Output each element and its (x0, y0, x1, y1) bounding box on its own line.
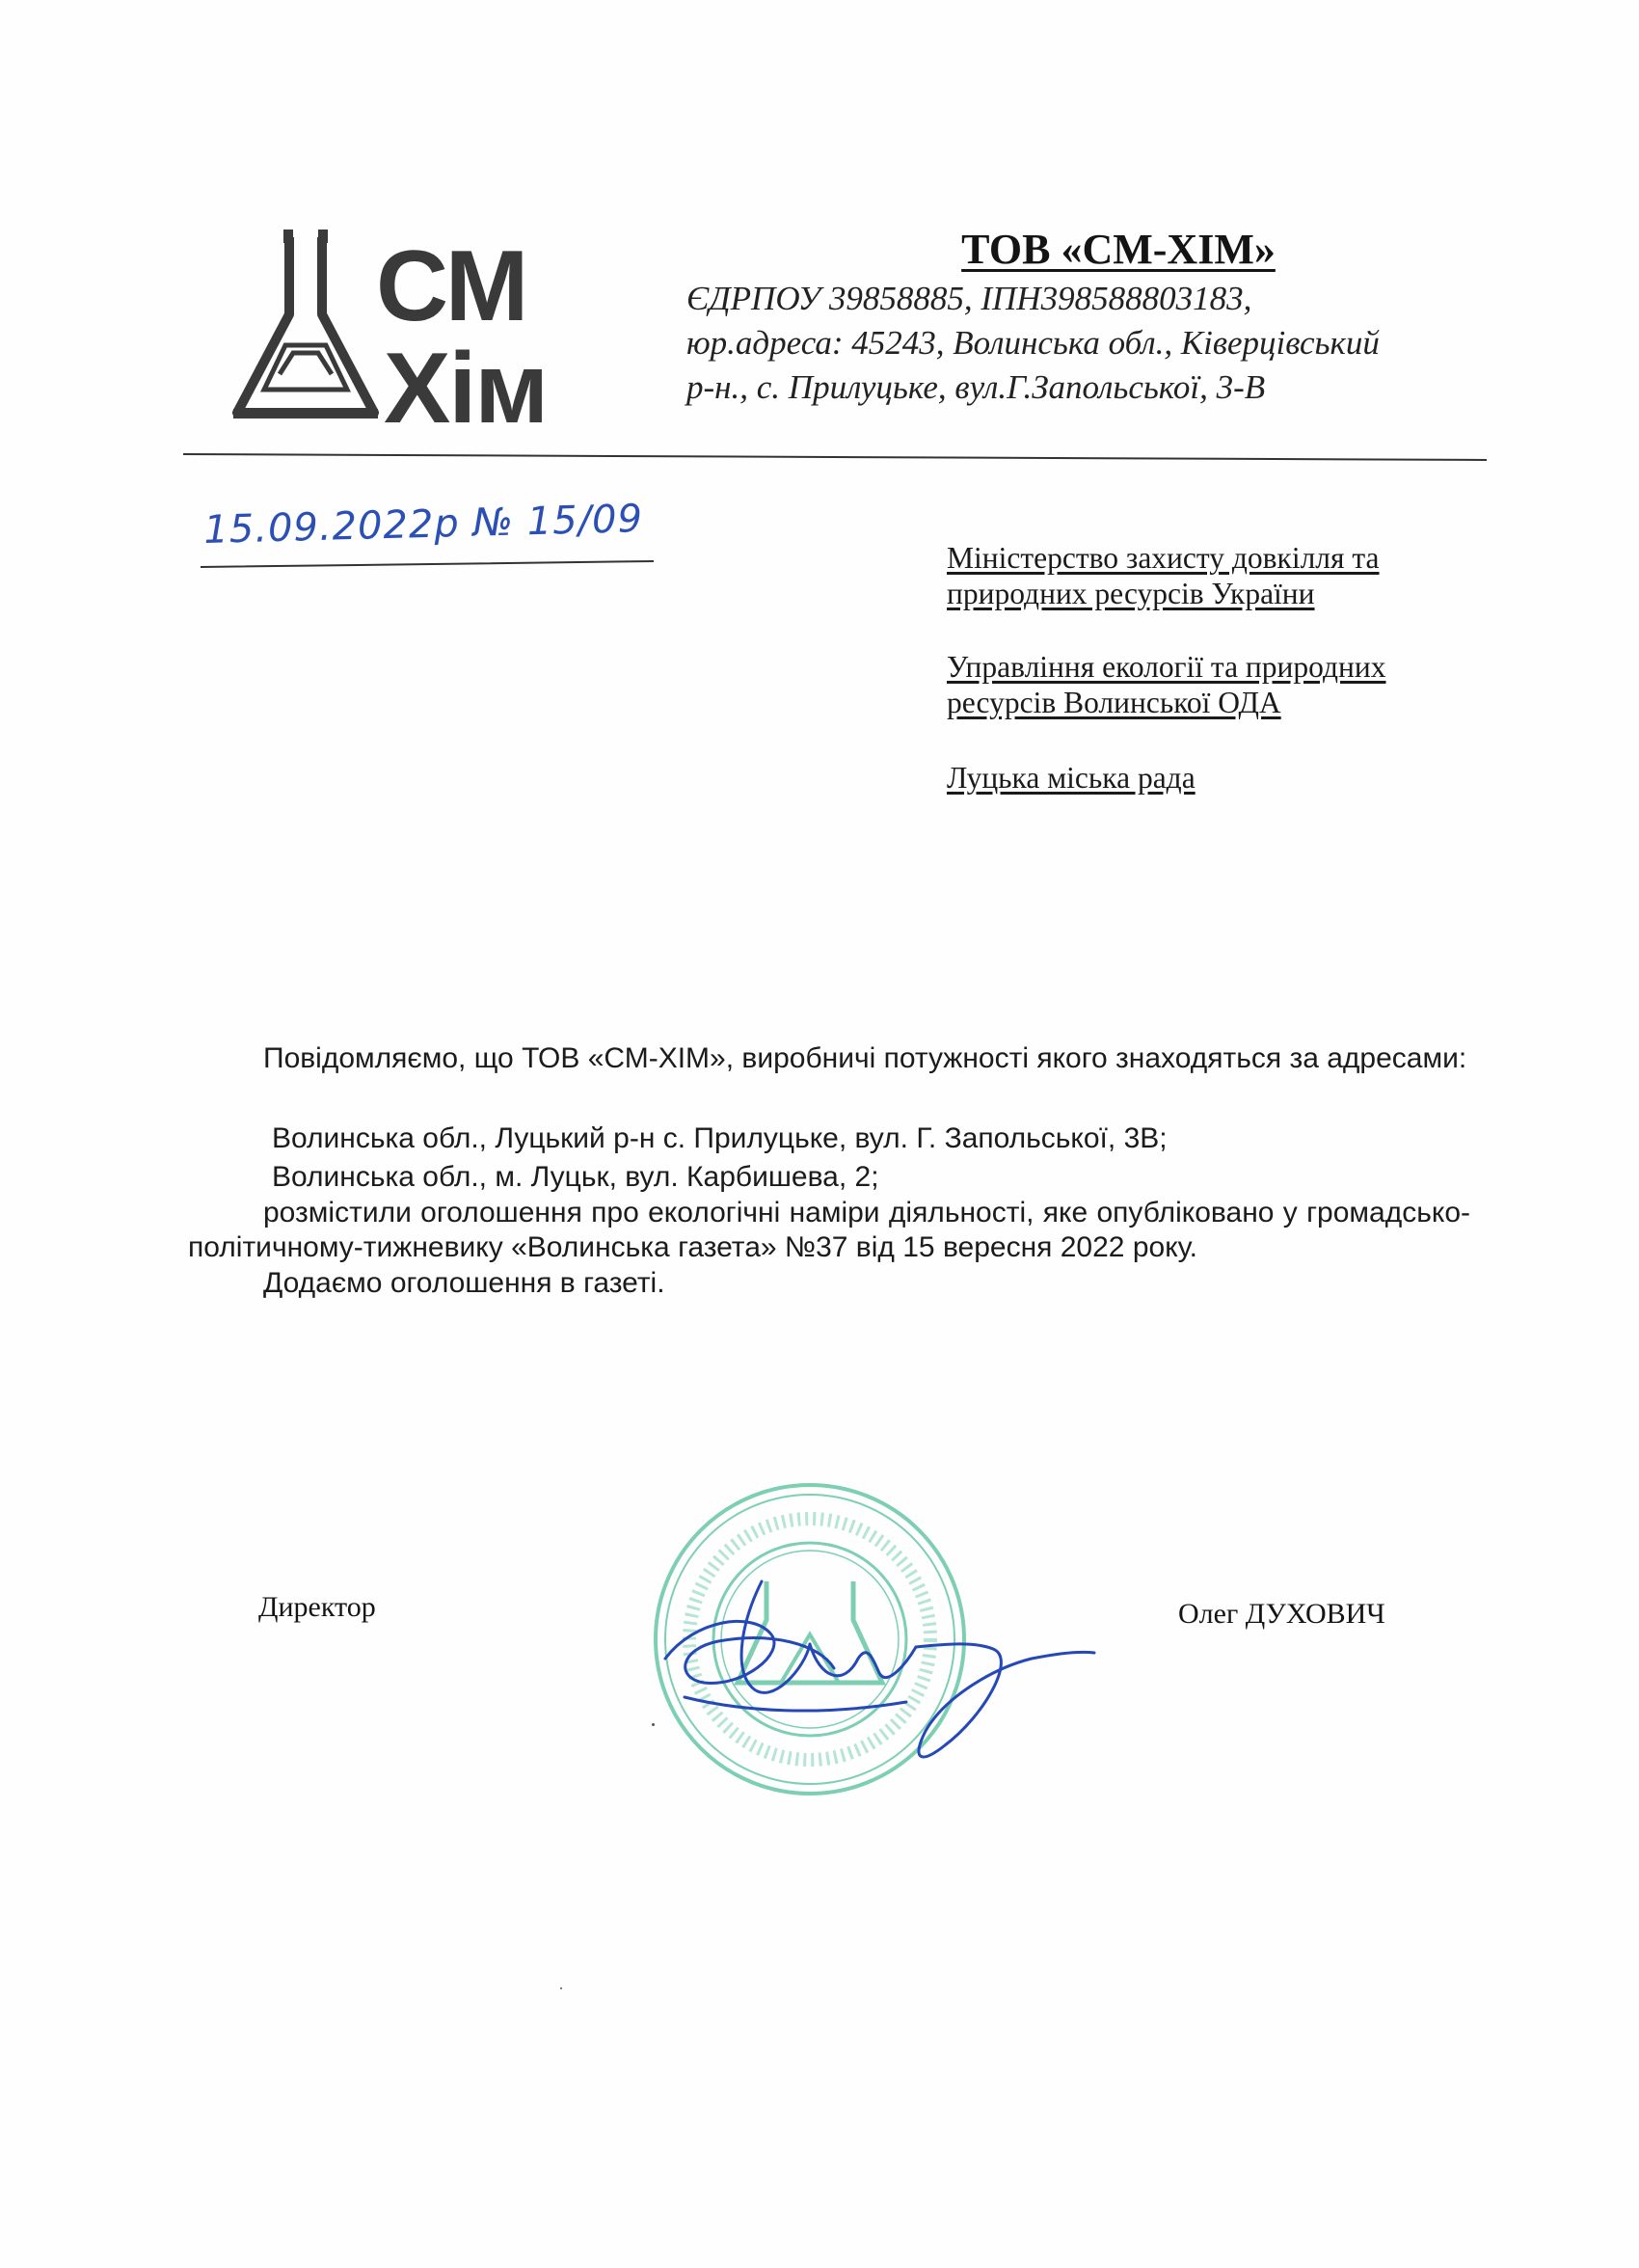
requisites-line: р-н., с. Прилуцьке, вул.Г.Запольської, 3-В (686, 368, 1266, 406)
facility-address: Волинська обл., Луцький р-н с. Прилуцьке, вул. Г. Запольської, 3В; (272, 1122, 1168, 1154)
facility-address: Волинська обл., м. Луцьк, вул. Карбишева, 2; (272, 1161, 879, 1193)
body-paragraph: Додаємо оголошення в газеті. (263, 1267, 665, 1299)
body-paragraph: розмістили оголошення про екологічні наміри діяльності, яке опубліковано у громадсько-політичному-тижневику «Волинська газета» №37 від 15 вересня 2022 року. (188, 1197, 1470, 1263)
body-paragraph: Повідомляємо, що ТОВ «СМ-ХІМ», виробничі потужності якого знаходяться за адресами: (263, 1042, 1467, 1074)
scan-speck (560, 1987, 562, 1989)
addressee-ministry: Міністерство захисту довкілля та природних ресурсів України (947, 541, 1380, 610)
scan-speck (652, 1723, 655, 1726)
outgoing-underline (201, 558, 654, 570)
requisites-line: юр.адреса: 45243, Волинська обл., Ківерцівський (686, 324, 1380, 362)
header-divider (183, 451, 1487, 463)
requisites-line: ЄДРПОУ 39858885, ІПН398588803183, (686, 280, 1252, 317)
addressee-regional-department: Управління екології та природних ресурсів Волинської ОДА (947, 650, 1386, 719)
flask-logo-icon (229, 230, 605, 427)
signer-title: Директор (258, 1591, 376, 1623)
company-name: ТОВ «СМ-ХІМ» (961, 226, 1276, 273)
company-logo (229, 230, 605, 427)
addressee-city-council: Луцька міська рада (947, 761, 1196, 795)
outgoing-number (202, 497, 667, 576)
logo-text-line1: СМ (376, 230, 527, 342)
handwritten-date-number: 15.09.2022р № 15/09 (202, 497, 644, 553)
logo-text-line2: Хім (384, 333, 548, 427)
handwritten-signature (627, 1552, 1109, 1784)
signer-name: Олег ДУХОВИЧ (1178, 1598, 1385, 1630)
